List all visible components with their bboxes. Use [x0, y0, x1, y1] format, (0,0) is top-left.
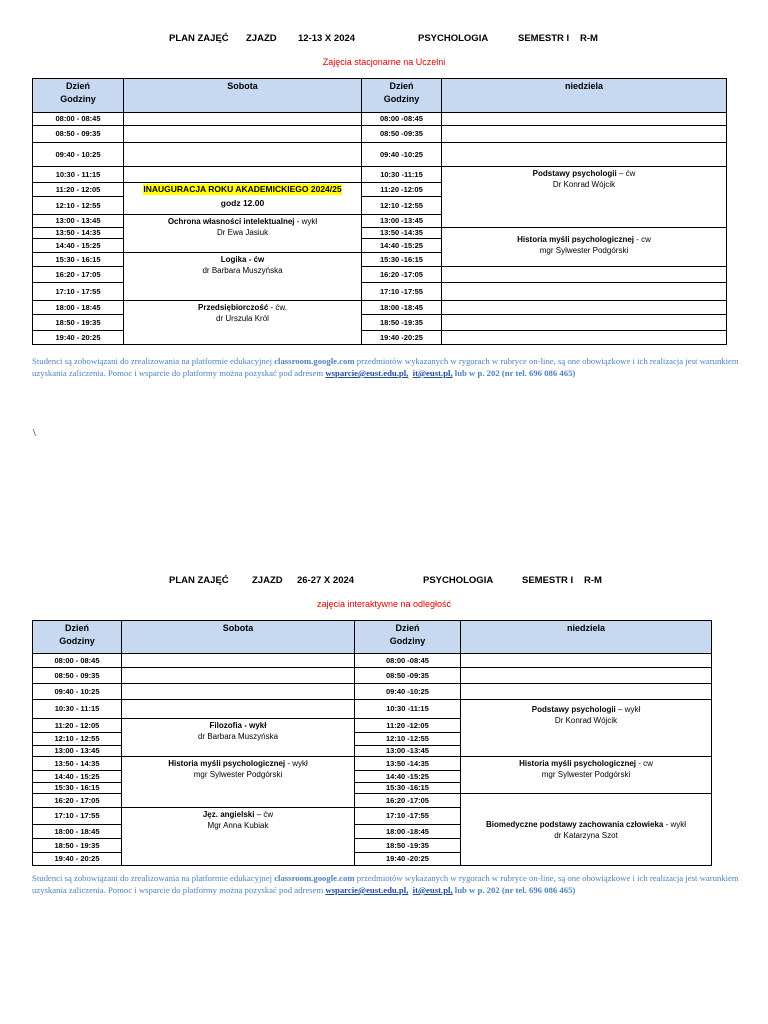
- schedule-table: [32, 620, 712, 866]
- time-slot: 18:50 - 19:35: [33, 315, 124, 331]
- class-block: Historia myśli psychologicznej - wykł mgr Sylwester Podgórski: [122, 757, 355, 808]
- empty-cell: [122, 700, 355, 719]
- time-slot: 12:10 - 12:55: [33, 197, 124, 215]
- time-slot: 17:10 - 17:55: [33, 283, 124, 301]
- table-row: [33, 167, 727, 183]
- schedule-header: [0, 575, 768, 591]
- stray-character: \: [33, 428, 36, 439]
- time-slot: 08:00 -08:45: [362, 113, 442, 126]
- time-slot: 19:40 -20:25: [355, 853, 461, 866]
- time-slot: 19:40 - 20:25: [33, 331, 124, 345]
- class-block: Jęz. angielski – ćw Mgr Anna Kubiak: [122, 808, 355, 866]
- zjazd-label: ZJAZD: [246, 33, 277, 44]
- time-slot: 08:00 - 08:45: [33, 113, 124, 126]
- inauguration-time: godz 12.00: [220, 198, 265, 208]
- schedule-table: [32, 78, 727, 345]
- online-classes-note: Studenci są zobowiązani do zrealizowania na platformie edukacyjnej classroom.google.com przedmiotów wykazanych w rygorach w rubryce on-line, są one obowiązkowe i ich realizacja jest warunkiem uzyskania zaliczenia. Pomoc i wsparcie do platformy można pozyskać pod adresem wsparcie@eust.edu.pl, it@eust.pl, lub w p. 202 (nr tel. 696 086 465): [32, 873, 739, 895]
- zjazd-dates: 12-13 X 2024: [298, 33, 356, 44]
- class-block: Podstawy psychologii – wykł Dr Konrad Wójcik: [461, 700, 712, 757]
- table-row: [33, 301, 727, 315]
- platform-name: classroom.google.com: [274, 356, 355, 366]
- table-header-row: [33, 79, 727, 113]
- table-row: [33, 654, 712, 668]
- time-slot: 17:10 -17:55: [355, 808, 461, 825]
- table-row: [33, 143, 727, 167]
- time-slot: 08:50 - 09:35: [33, 668, 122, 684]
- empty-cell: [124, 113, 362, 126]
- empty-cell: [442, 113, 727, 126]
- empty-cell: [442, 143, 727, 167]
- table-row: [33, 668, 712, 684]
- study-mode: R-M: [584, 575, 602, 586]
- time-slot: 18:00 - 18:45: [33, 825, 122, 839]
- class-block: Biomedyczne podstawy zachowania człowieka - wykł dr Katarzyna Szot: [461, 794, 712, 866]
- semester-label: SEMESTR I: [518, 33, 570, 44]
- table-row: [33, 113, 727, 126]
- time-slot: 09:40 -10:25: [362, 143, 442, 167]
- support-email-link[interactable]: wsparcie@eust.edu.pl,: [325, 368, 409, 378]
- time-slot: 15:30 - 16:15: [33, 783, 122, 794]
- semester-label: SEMESTR I: [522, 575, 574, 586]
- empty-cell: [442, 315, 727, 331]
- time-slot: 10:30 - 11:15: [33, 167, 124, 183]
- inauguration-block: [124, 183, 362, 215]
- table-row: [33, 684, 712, 700]
- support-email-link[interactable]: wsparcie@eust.edu.pl,: [325, 885, 409, 895]
- time-slot: 13:50 - 14:35: [33, 228, 124, 239]
- time-slot: 18:50 -19:35: [355, 839, 461, 853]
- time-slot: 18:50 - 19:35: [33, 839, 122, 853]
- time-slot: 11:20 - 12:05: [33, 719, 122, 733]
- it-email-link[interactable]: it@eust.pl,: [412, 885, 453, 895]
- time-slot: 18:00 - 18:45: [33, 301, 124, 315]
- saturday-header: Sobota: [124, 79, 362, 113]
- time-slot: 11:20 -12:05: [355, 719, 461, 733]
- sunday-header: niedziela: [442, 79, 727, 113]
- empty-cell: [122, 654, 355, 668]
- empty-cell: [124, 167, 362, 183]
- sunday-header: niedziela: [461, 621, 712, 654]
- time-slot: 08:50 -09:35: [355, 668, 461, 684]
- time-slot: 08:00 -08:45: [355, 654, 461, 668]
- schedule-subtitle: zajęcia interaktywne na odległość: [316, 599, 452, 609]
- time-slot: 18:00 -18:45: [355, 825, 461, 839]
- empty-cell: [122, 684, 355, 700]
- table-row: [33, 757, 712, 771]
- time-slot: 16:20 - 17:05: [33, 794, 122, 808]
- plan-title: PLAN ZAJĘĆ: [169, 575, 229, 586]
- time-slot: 10:30 -11:15: [362, 167, 442, 183]
- time-slot: 14:40 - 15:25: [33, 771, 122, 783]
- field-of-study: PSYCHOLOGIA: [418, 33, 489, 44]
- time-slot: 15:30 - 16:15: [33, 253, 124, 267]
- empty-cell: [442, 331, 727, 345]
- time-slot: 14:40 -15:25: [355, 771, 461, 783]
- day-hours-header: Dzień Godziny: [33, 621, 122, 654]
- day-hours-header: Dzień Godziny: [362, 79, 442, 113]
- time-slot: 15:30 -16:15: [362, 253, 442, 267]
- day-hours-header: Dzień Godziny: [355, 621, 461, 654]
- time-slot: 15:30 -16:15: [355, 783, 461, 794]
- time-slot: 19:40 -20:25: [362, 331, 442, 345]
- time-slot: 13:00 -13:45: [355, 746, 461, 757]
- schedule-header: [0, 33, 768, 49]
- empty-cell: [124, 143, 362, 167]
- time-slot: 12:10 - 12:55: [33, 733, 122, 746]
- empty-cell: [442, 283, 727, 301]
- table-row: [33, 126, 727, 143]
- class-block: Historia myśli psychologicznej - cw mgr Sylwester Podgórski: [442, 228, 727, 267]
- time-slot: 13:50 -14:35: [355, 757, 461, 771]
- empty-cell: [442, 126, 727, 143]
- time-slot: 12:10 -12:55: [355, 733, 461, 746]
- time-slot: 09:40 - 10:25: [33, 143, 124, 167]
- time-slot: 14:40 -15:25: [362, 239, 442, 253]
- online-classes-note: Studenci są zobowiązani do zrealizowania na platformie edukacyjnej classroom.google.com przedmiotów wykazanych w rygorach w rubryce on-line, są one obowiązkowe i ich realizacja jest warunkiem uzyskania zaliczenia. Pomoc i wsparcie do platformy można pozyskać pod adresem wsparcie@eust.edu.pl, it@eust.pl, lub w p. 202 (nr tel. 696 086 465): [32, 356, 739, 378]
- study-mode: R-M: [580, 33, 598, 44]
- class-block: Podstawy psychologii – ćw Dr Konrad Wójcik: [442, 167, 727, 228]
- table-row: [33, 700, 712, 719]
- time-slot: 10:30 - 11:15: [33, 700, 122, 719]
- zjazd-label: ZJAZD: [252, 575, 283, 586]
- time-slot: 16:20 -17:05: [355, 794, 461, 808]
- time-slot: 17:10 -17:55: [362, 283, 442, 301]
- time-slot: 17:10 - 17:55: [33, 808, 122, 825]
- time-slot: 19:40 - 20:25: [33, 853, 122, 866]
- time-slot: 10:30 -11:15: [355, 700, 461, 719]
- class-block: Przedsiębiorczość - ćw. dr Urszula Król: [124, 301, 362, 345]
- platform-name: classroom.google.com: [274, 873, 355, 883]
- time-slot: 13:50 - 14:35: [33, 757, 122, 771]
- time-slot: 16:20 -17:05: [362, 267, 442, 283]
- time-slot: 13:00 - 13:45: [33, 746, 122, 757]
- inauguration-title: INAUGURACJA ROKU AKADEMICKIEGO 2024/25: [143, 184, 342, 194]
- class-block: Ochrona własności intelektualnej - wykł Dr Ewa Jasiuk: [124, 215, 362, 253]
- time-slot: 18:00 -18:45: [362, 301, 442, 315]
- schedule-subtitle: Zajęcia stacjonarne na Uczelni: [322, 57, 446, 67]
- it-email-link[interactable]: it@eust.pl,: [412, 368, 453, 378]
- time-slot: 18:50 -19:35: [362, 315, 442, 331]
- time-slot: 08:00 - 08:45: [33, 654, 122, 668]
- empty-cell: [442, 267, 727, 283]
- empty-cell: [122, 668, 355, 684]
- time-slot: 13:50 -14:35: [362, 228, 442, 239]
- empty-cell: [461, 684, 712, 700]
- field-of-study: PSYCHOLOGIA: [423, 575, 494, 586]
- zjazd-dates: 26-27 X 2024: [297, 575, 355, 586]
- plan-title: PLAN ZAJĘĆ: [169, 33, 229, 44]
- time-slot: 08:50 -09:35: [362, 126, 442, 143]
- time-slot: 12:10 -12:55: [362, 197, 442, 215]
- time-slot: 08:50 - 09:35: [33, 126, 124, 143]
- time-slot: 09:40 - 10:25: [33, 684, 122, 700]
- time-slot: 14:40 - 15:25: [33, 239, 124, 253]
- empty-cell: [461, 654, 712, 668]
- time-slot: 16:20 - 17:05: [33, 267, 124, 283]
- empty-cell: [442, 301, 727, 315]
- time-slot: 11:20 - 12:05: [33, 183, 124, 197]
- class-block: Filozofia - wykł dr Barbara Muszyńska: [122, 719, 355, 757]
- saturday-header: Sobota: [122, 621, 355, 654]
- class-block: Logika - ćw dr Barbara Muszyńska: [124, 253, 362, 301]
- empty-cell: [461, 668, 712, 684]
- day-hours-header: Dzień Godziny: [33, 79, 124, 113]
- empty-cell: [124, 126, 362, 143]
- time-slot: 13:00 - 13:45: [33, 215, 124, 228]
- time-slot: 11:20 -12:05: [362, 183, 442, 197]
- table-header-row: [33, 621, 712, 654]
- time-slot: 09:40 -10:25: [355, 684, 461, 700]
- time-slot: 13:00 -13:45: [362, 215, 442, 228]
- class-block: Historia myśli psychologicznej - cw mgr Sylwester Podgórski: [461, 757, 712, 794]
